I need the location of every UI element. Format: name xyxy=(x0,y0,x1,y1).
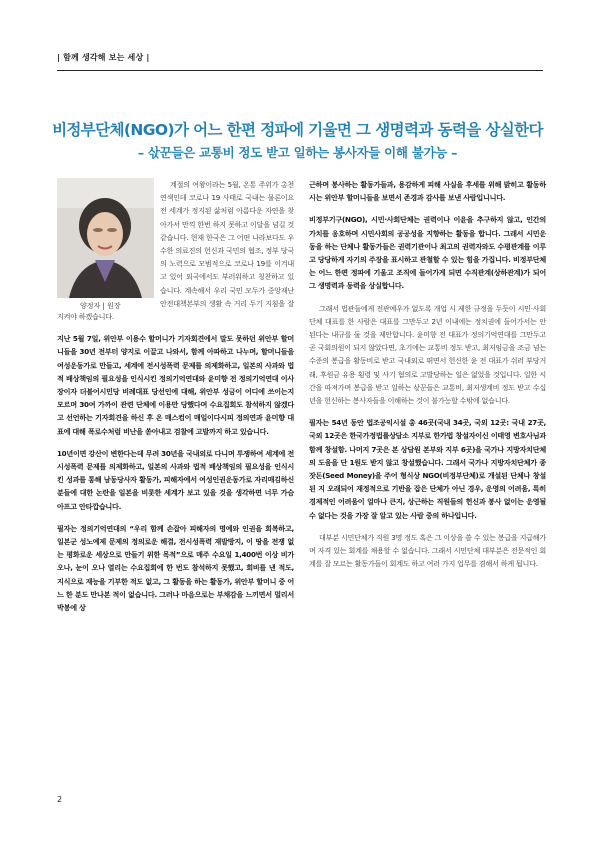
paragraph: 계절의 여왕이라는 5월, 온통 주위가 총천연색인데 코로나 19 사태로 국내는 물론이요 전 세계가 정지된 삶처럼 아름다운 자연을 찾아가서 만끽 한번 하지 못하고 이달을 넘길 것 같습니다. 현재 한국은 그 어떤 나라보다도 우수한 의료진의 헌신과 국민의 협조, 정부 당국의 노력으로 모범적으로 코로나 19를 이겨내고 있어 외국에서도 부러워하고 칭찬하고 있습니다. 계속해서 우리 국민 모두가 중앙재난안전대책본부의 생활 속 거리 두기 지침을 잘 지켜야 하겠습니다. xyxy=(57,180,294,322)
paragraph: 필자는 54년 동안 법조공익시설 총 46곳(국내 34곳, 국외 12곳: 국내 27곳, 국외 12곳은 한국가정법률상담소 지부로 한가법 창설자이신 이태영 변호사님과 함께 창설함. 나머지 7곳은 본 상담원 본부와 지부 6곳)을 국가나 지방자치단체의 도움을 단 1원도 받지 않고 창설했습니다. 그래서 국가나 지방자치단체가 종잣돈(Seed Money)을 주어 형식상 NGO(비정부단체)로 개설된 단체나 창설된 지 오래되어 재정적으로 기반을 잡은 단체가 아닌 경우, 운영의 어려움, 특히 경제적인 어려움이 얼마나 큰지, 상근하는 직원들의 헌신과 봉사 없이는 운영될 수 없다는 것을 가장 잘 알고 있는 사람 중의 하나입니다. xyxy=(309,418,546,520)
article-title: 비정부단체(NGO)가 어느 한편 정파에 기울면 그 생명력과 동력을 상실한다 xyxy=(52,121,543,139)
header-bar xyxy=(57,48,543,71)
right-column xyxy=(309,178,546,579)
paragraph: 10년이면 강산이 변한다는데 무려 30년을 국내외로 다니며 투쟁하여 세계에 전시성폭력 문제를 의제화하고, 일본의 사과와 법적 배상책임의 필요성을 인식시킨 성과를 통해 남동당사자 활동가, 피해자에서 여성인권운동가로 자리매김하신 분들에 대한 논란을 일본을 비롯한 세계가 보고 있을 것을 생각하면 너무 가슴 아프고 안타깝습니다. xyxy=(57,448,294,511)
paragraph: 그래서 법관들에게 전관예우가 없도록 개업 시 제한 규정을 두듯이 시민·사회단체 대표를 한 사람은 대표를 그만두고 2년 이내에는 정치권에 들어가서는 안 된다는 내규를 둘 것을 제안합니다. 윤미향 전 대표가 정의기억연대를 그만두고 곧 국회의원이 되지 않았다면, 초기에는 교통비 정도 받고, 최저임금을 조금 넘는 수준의 봉급을 활동비로 받고 국내외로 뛰면서 헌신한 윤 전 대표가 쉬러 부당거래, 후원금 유용 횡령 및 사기 혐의로 고발당하는 일은 없었을 것입니다. 일한 시간을 따져가며 봉급을 받고 일하는 삯꾼들은 교통비, 최저생계비 정도 받고 수십 년을 헌신하는 봉사자들을 이해하는 것이 불가능할 수밖에 없습니다. xyxy=(309,303,546,406)
section-label: | 함께 생각해 보는 세상 | xyxy=(57,53,150,62)
paragraph: 대부분 시민단체가 직원 3명 정도 혹은 그 이상을 쓸 수 있는 봉급을 지급해가며 자격 있는 회계를 채용할 수 없습니다. 그래서 시민단체 대부분은 전문적인 회계를 잘 모르는 활동가들이 회계도 하고 여러 가지 업무를 겸해서 하게 됩니다. xyxy=(309,532,546,569)
page-number: 2 xyxy=(57,795,63,804)
article-subtitle: – 삯꾼들은 교통비 정도 받고 일하는 봉사자들 이해 불가능 – xyxy=(137,145,458,160)
paragraph: 필자는 정의기억연대의 “우리 함께 손잡아 피해자의 명예와 인권을 회복하고, 일본군 성노예제 문제의 정의로운 해결, 전시성폭력 재발방지, 이 땅을 전쟁 없는 평화로운 세상으로 만들기 위한 목적”으로 매주 수요일 1,400번 이상 비가 오나, 눈이 오나 열리는 수요집회에 한 번도 참석하지 못했고, 회비를 낸 적도, 지식으로 재능을 기부한 적도 없고, 그 활동을 하는 활동가, 위안부 할머니 중 어느 한 분도 만나본 적이 없습니다. 그러나 마음으로는 부채감을 느끼면서 멀리서 박봉에 상 xyxy=(57,523,294,613)
photo-caption: 양정자 | 원장 xyxy=(80,302,121,310)
paragraph: 근하며 봉사하는 활동가들과, 용감하게 피해 사실을 후세를 위해 밝히고 활동하시는 위안부 할머니들을 보면서 존경과 감사를 보낸 사람입니니다. xyxy=(309,180,546,203)
photo-spacer xyxy=(57,178,160,306)
paragraph: 비정부기구(NGO), 시민·사회단체는 권력이나 이윤을 추구하지 않고, 인간의 가치를 옹호하며 시민사회의 공공성을 지향하는 활동을 합니다. 그래서 시민운동을 하는 단체나 활동가들은 권력기관이나 최고의 권력자와도 수평관계를 이루고 당당하게 자기의 주장을 표시하고 관철할 수 있는 힘을 가집니다. 비정부단체는 어느 한편 정파에 기울고 조직에 들어가게 되면 수직관계(상하관계)가 되어 그 생명력과 동력을 상실합니다. xyxy=(309,215,546,291)
paragraph: 지난 5월 7일, 위안부 이용수 할머니가 기자회견에서 말도 못하던 위안부 할머니들을 30년 전부터 양지로 이끌고 나와서, 함께 아파하고 나누며, 할머니들을 여성운동가로 만들고, 세계에 전시성폭력 문제를 의제화하고, 일본의 사과와 법적 배상책임의 필요성을 인식시킨 정의기억연대와 윤미향 전 정의기억연대 이사장이자 더불어시민당 비례대표 당선인에 대해, 위안부 성금이 어디에 쓰이는지 모르며 30여 가까이 관련 단체에 이용만 당했다며 수요집회도 참석하지 않겠다고 선언하는 기자회견을 하신 후 온 매스컴이 매일이다시피 정의연과 윤미향 대표에 대해 폭로수처럼 비난을 쏟아내고 검찰에 고발까지 하고 있습니다. xyxy=(57,334,294,436)
left-column xyxy=(57,178,294,623)
